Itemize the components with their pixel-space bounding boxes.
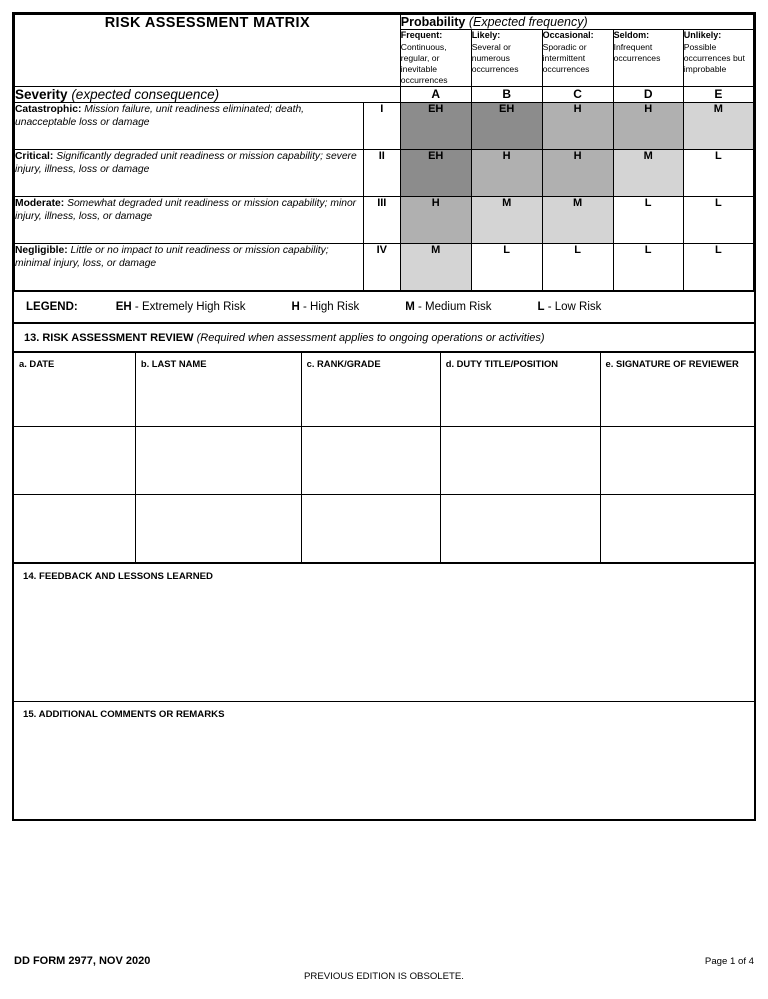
risk-assessment-matrix: [14, 14, 754, 291]
legend-text-h: - High Risk: [299, 300, 360, 313]
form-identifier: DD FORM 2977, NOV 2020: [14, 955, 151, 967]
severity-desc-negligible: [15, 243, 364, 290]
risk-cell-I-B: EH: [471, 102, 542, 149]
probability-column-likely-desc: Several or numerous occurrences: [471, 41, 519, 74]
risk-cell-IV-A: M: [400, 243, 471, 290]
legend-text-eh: - Extremely High Risk: [131, 300, 246, 313]
dd-form-2977: [12, 12, 756, 821]
matrix-header-row: [15, 15, 754, 30]
probability-column-likely: [471, 30, 542, 87]
risk-cell-II-C: H: [542, 149, 613, 196]
severity-name-catastrophic: Catastrophic:: [15, 103, 82, 115]
severity-desc-critical: [15, 149, 364, 196]
review-cell-signature-3[interactable]: [600, 494, 754, 562]
probability-column-seldom-name: Seldom:: [613, 30, 650, 40]
legend: [14, 291, 754, 324]
legend-abbr-eh: EH: [115, 300, 132, 313]
risk-cell-IV-B: L: [471, 243, 542, 290]
probability-column-frequent-desc: Continuous, regular, or inevitable occurrences: [400, 41, 448, 85]
risk-cell-III-C: M: [542, 196, 613, 243]
severity-desc-catastrophic: [15, 102, 364, 149]
table-row: [14, 426, 754, 494]
review-cell-date-2[interactable]: [14, 426, 135, 494]
probability-letter-b: B: [471, 86, 542, 102]
review-cell-signature-2[interactable]: [600, 426, 754, 494]
risk-cell-II-D: M: [613, 149, 683, 196]
probability-column-frequent-name: Frequent:: [400, 30, 443, 40]
matrix-title: RISK ASSESSMENT MATRIX: [15, 15, 401, 87]
section-15-title: 15. ADDITIONAL COMMENTS OR REMARKS: [23, 708, 225, 720]
probability-letter-d: D: [613, 86, 683, 102]
risk-cell-II-B: H: [471, 149, 542, 196]
probability-column-occasional: [542, 30, 613, 87]
risk-cell-III-B: M: [471, 196, 542, 243]
probability-column-unlikely-name: Unlikely:: [683, 30, 722, 40]
severity-row-catastrophic: [15, 102, 754, 149]
risk-cell-IV-E: L: [683, 243, 753, 290]
risk-cell-I-E: M: [683, 102, 753, 149]
severity-text-catastrophic: Mission failure, unit readiness eliminated; death, unacceptable loss or damage: [15, 103, 305, 129]
risk-cell-IV-C: L: [542, 243, 613, 290]
risk-cell-IV-D: L: [613, 243, 683, 290]
risk-cell-I-D: H: [613, 102, 683, 149]
severity-header-label: Severity: [15, 86, 68, 102]
probability-column-occasional-desc: Sporadic or intermittent occurrences: [542, 41, 590, 74]
risk-cell-I-A: EH: [400, 102, 471, 149]
probability-column-likely-name: Likely:: [471, 30, 501, 40]
legend-item-eh: [116, 301, 246, 313]
severity-desc-moderate: [15, 196, 364, 243]
legend-item-l: [538, 301, 602, 313]
section-13-title: 13. RISK ASSESSMENT REVIEW: [24, 331, 194, 344]
review-col-rank-grade[interactable]: c. RANK/GRADE: [301, 352, 440, 426]
risk-assessment-review-table: [14, 352, 754, 563]
section-15-comments[interactable]: [14, 701, 754, 819]
review-col-last-name[interactable]: b. LAST NAME: [135, 352, 301, 426]
severity-roman-catastrophic: I: [363, 102, 400, 149]
severity-name-critical: Critical:: [15, 150, 54, 162]
review-cell-date-3[interactable]: [14, 494, 135, 562]
severity-row-moderate: [15, 196, 754, 243]
severity-header: [15, 86, 401, 102]
probability-letter-c: C: [542, 86, 613, 102]
probability-header-note: (Expected frequency): [468, 15, 588, 29]
severity-row-negligible: [15, 243, 754, 290]
section-14-feedback[interactable]: [14, 563, 754, 701]
review-cell-rank-grade-3[interactable]: [301, 494, 440, 562]
severity-name-negligible: Negligible:: [15, 244, 68, 256]
severity-row-critical: [15, 149, 754, 196]
section-14-title: 14. FEEDBACK AND LESSONS LEARNED: [23, 570, 213, 582]
risk-cell-III-E: L: [683, 196, 753, 243]
review-col-duty-title[interactable]: d. DUTY TITLE/POSITION: [440, 352, 600, 426]
previous-edition-note: PREVIOUS EDITION IS OBSOLETE.: [304, 971, 464, 982]
review-cell-last-name-3[interactable]: [135, 494, 301, 562]
legend-item-m: [405, 301, 491, 313]
probability-letter-a: A: [400, 86, 471, 102]
legend-text-l: - Low Risk: [544, 300, 602, 313]
table-row: [14, 494, 754, 562]
review-cell-duty-title-3[interactable]: [440, 494, 600, 562]
risk-cell-II-E: L: [683, 149, 753, 196]
risk-cell-I-C: H: [542, 102, 613, 149]
probability-column-seldom-desc: Infrequent occurrences: [613, 41, 661, 63]
probability-letter-e: E: [683, 86, 753, 102]
review-cell-rank-grade-2[interactable]: [301, 426, 440, 494]
legend-item-h: [291, 301, 359, 313]
probability-header: [400, 15, 753, 30]
severity-text-negligible: Little or no impact to unit readiness or mission capability; minimal injury, loss, or damage: [15, 244, 329, 270]
section-13-note: (Required when assessment applies to ongoing operations or activities): [196, 331, 545, 344]
risk-cell-II-A: EH: [400, 149, 471, 196]
risk-cell-III-D: L: [613, 196, 683, 243]
legend-abbr-h: H: [291, 300, 300, 313]
probability-column-frequent: [400, 30, 471, 87]
review-col-date[interactable]: a. DATE: [14, 352, 135, 426]
section-13-header: [14, 324, 754, 352]
probability-column-unlikely-desc: Possible occurrences but improbable: [683, 41, 745, 74]
severity-text-critical: Significantly degraded unit readiness or mission capability; severe injury, illness, loss or damage: [15, 150, 357, 176]
legend-abbr-l: L: [537, 300, 545, 313]
probability-header-label: Probability: [400, 15, 466, 29]
severity-roman-negligible: IV: [363, 243, 400, 290]
legend-text-m: - Medium Risk: [414, 300, 492, 313]
severity-header-note: (expected consequence): [71, 86, 220, 102]
legend-label: LEGEND:: [26, 300, 78, 313]
severity-letter-row: [15, 86, 754, 102]
severity-name-moderate: Moderate:: [15, 197, 65, 209]
severity-roman-moderate: III: [363, 196, 400, 243]
review-cell-duty-title-2[interactable]: [440, 426, 600, 494]
severity-text-moderate: Somewhat degraded unit readiness or mission capability; minor injury, illness, loss, or damage: [15, 197, 357, 223]
page-number: Page 1 of 4: [704, 956, 754, 967]
review-cell-last-name-2[interactable]: [135, 426, 301, 494]
page-footer: [12, 955, 756, 989]
probability-column-occasional-name: Occasional:: [542, 30, 594, 40]
review-col-signature[interactable]: e. SIGNATURE OF REVIEWER: [600, 352, 754, 426]
risk-cell-III-A: H: [400, 196, 471, 243]
probability-column-unlikely: [683, 30, 753, 87]
legend-abbr-m: M: [405, 300, 415, 313]
probability-column-seldom: [613, 30, 683, 87]
table-row: [14, 352, 754, 426]
severity-roman-critical: II: [363, 149, 400, 196]
